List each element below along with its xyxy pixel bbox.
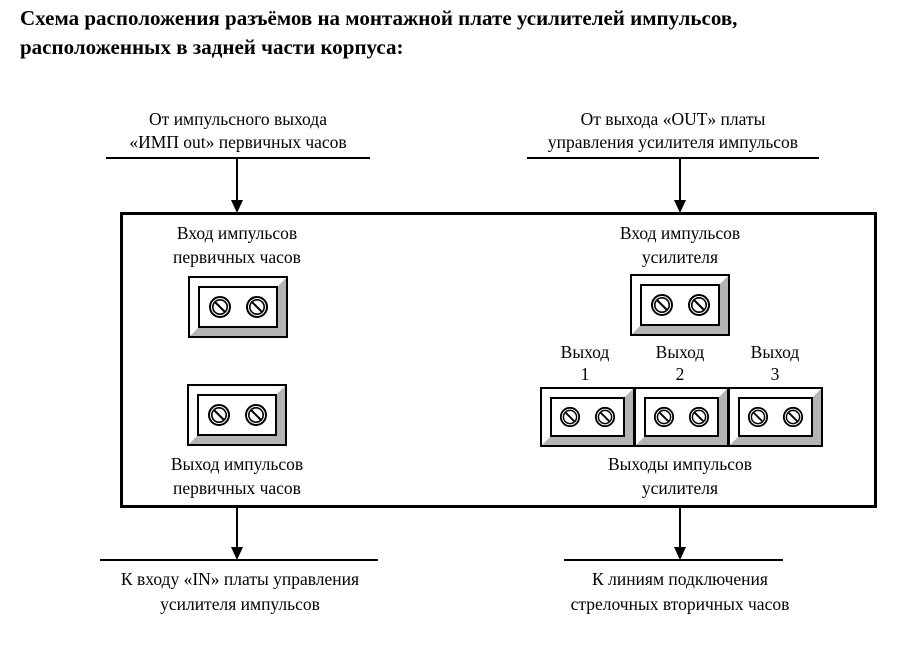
label-amp-input-line1: Вход импульсов — [619, 223, 741, 243]
screw-icon — [650, 293, 674, 317]
connector-face — [198, 286, 278, 328]
connector-amp-output-1 — [540, 387, 635, 447]
destination-line-left — [100, 559, 378, 561]
connector-amp-output-2 — [634, 387, 729, 447]
label-primary-output-line1: Выход импульсов — [170, 454, 304, 474]
arrow-shaft — [679, 508, 681, 550]
screw-icon — [559, 406, 581, 428]
label-output-3-word: Выход — [750, 342, 800, 362]
label-primary-input-line1: Вход импульсов — [176, 223, 298, 243]
screw-icon — [594, 406, 616, 428]
label-amp-outputs — [580, 452, 780, 500]
label-amp-outputs-line2: усилителя — [641, 478, 719, 498]
screw-icon — [653, 406, 675, 428]
source-label-control-board — [527, 108, 819, 159]
screw-icon — [244, 403, 268, 427]
destination-label-control-board — [95, 567, 385, 617]
label-output-1-word: Выход — [560, 342, 610, 362]
connector-face — [640, 284, 720, 326]
label-amp-input-line2: усилителя — [641, 247, 719, 267]
label-primary-input-line2: первичных часов — [173, 247, 301, 267]
destination-label-control-board-line1: К входу «IN» платы управления — [120, 569, 360, 589]
arrow-shaft — [236, 159, 238, 203]
source-label-primary-clock-line1: От импульсного выхода — [149, 109, 327, 129]
label-output-2-word: Выход — [655, 342, 705, 362]
arrow-output-left — [230, 508, 244, 560]
destination-line-right — [564, 559, 783, 561]
page-title — [20, 4, 890, 62]
connector-primary-input — [188, 276, 288, 338]
label-output-3-number: 3 — [770, 364, 780, 384]
destination-label-secondary-clocks-line1: К линиям подключения — [592, 569, 768, 589]
page-title-line1: Схема расположения разъёмов на монтажной плате усилителей импульсов, — [20, 6, 738, 30]
label-primary-output — [137, 452, 337, 500]
source-label-primary-clock — [106, 108, 370, 159]
connector-face — [644, 397, 719, 437]
source-label-control-board-line2: управления усилителя импульсов — [547, 132, 799, 152]
connector-face — [197, 394, 277, 436]
destination-label-control-board-line2: усилителя импульсов — [160, 594, 320, 614]
label-output-3 — [735, 341, 815, 385]
page-title-line2: расположенных в задней части корпуса: — [20, 35, 404, 59]
arrow-shaft — [679, 159, 681, 203]
screw-icon — [208, 295, 232, 319]
label-output-2 — [640, 341, 720, 385]
arrow-output-right — [673, 508, 687, 560]
screw-icon — [782, 406, 804, 428]
connector-amp-input — [630, 274, 730, 336]
label-output-1 — [545, 341, 625, 385]
screw-icon — [207, 403, 231, 427]
label-primary-input — [137, 221, 337, 269]
label-amp-input — [580, 221, 780, 269]
arrow-input-left — [230, 159, 244, 213]
connector-primary-output — [187, 384, 287, 446]
arrow-input-right — [673, 159, 687, 213]
arrow-shaft — [236, 508, 238, 550]
label-amp-outputs-line1: Выходы импульсов — [607, 454, 753, 474]
screw-icon — [747, 406, 769, 428]
label-primary-output-line2: первичных часов — [173, 478, 301, 498]
destination-label-secondary-clocks-line2: стрелочных вторичных часов — [570, 594, 790, 614]
connector-face — [550, 397, 625, 437]
screw-icon — [245, 295, 269, 319]
destination-label-secondary-clocks — [535, 567, 825, 617]
connector-face — [738, 397, 813, 437]
connector-amp-output-3 — [728, 387, 823, 447]
screw-icon — [687, 293, 711, 317]
source-label-control-board-line1: От выхода «OUT» платы — [580, 109, 766, 129]
source-label-primary-clock-line2: «ИМП out» первичных часов — [129, 132, 347, 152]
label-output-2-number: 2 — [675, 364, 685, 384]
screw-icon — [688, 406, 710, 428]
label-output-1-number: 1 — [580, 364, 590, 384]
